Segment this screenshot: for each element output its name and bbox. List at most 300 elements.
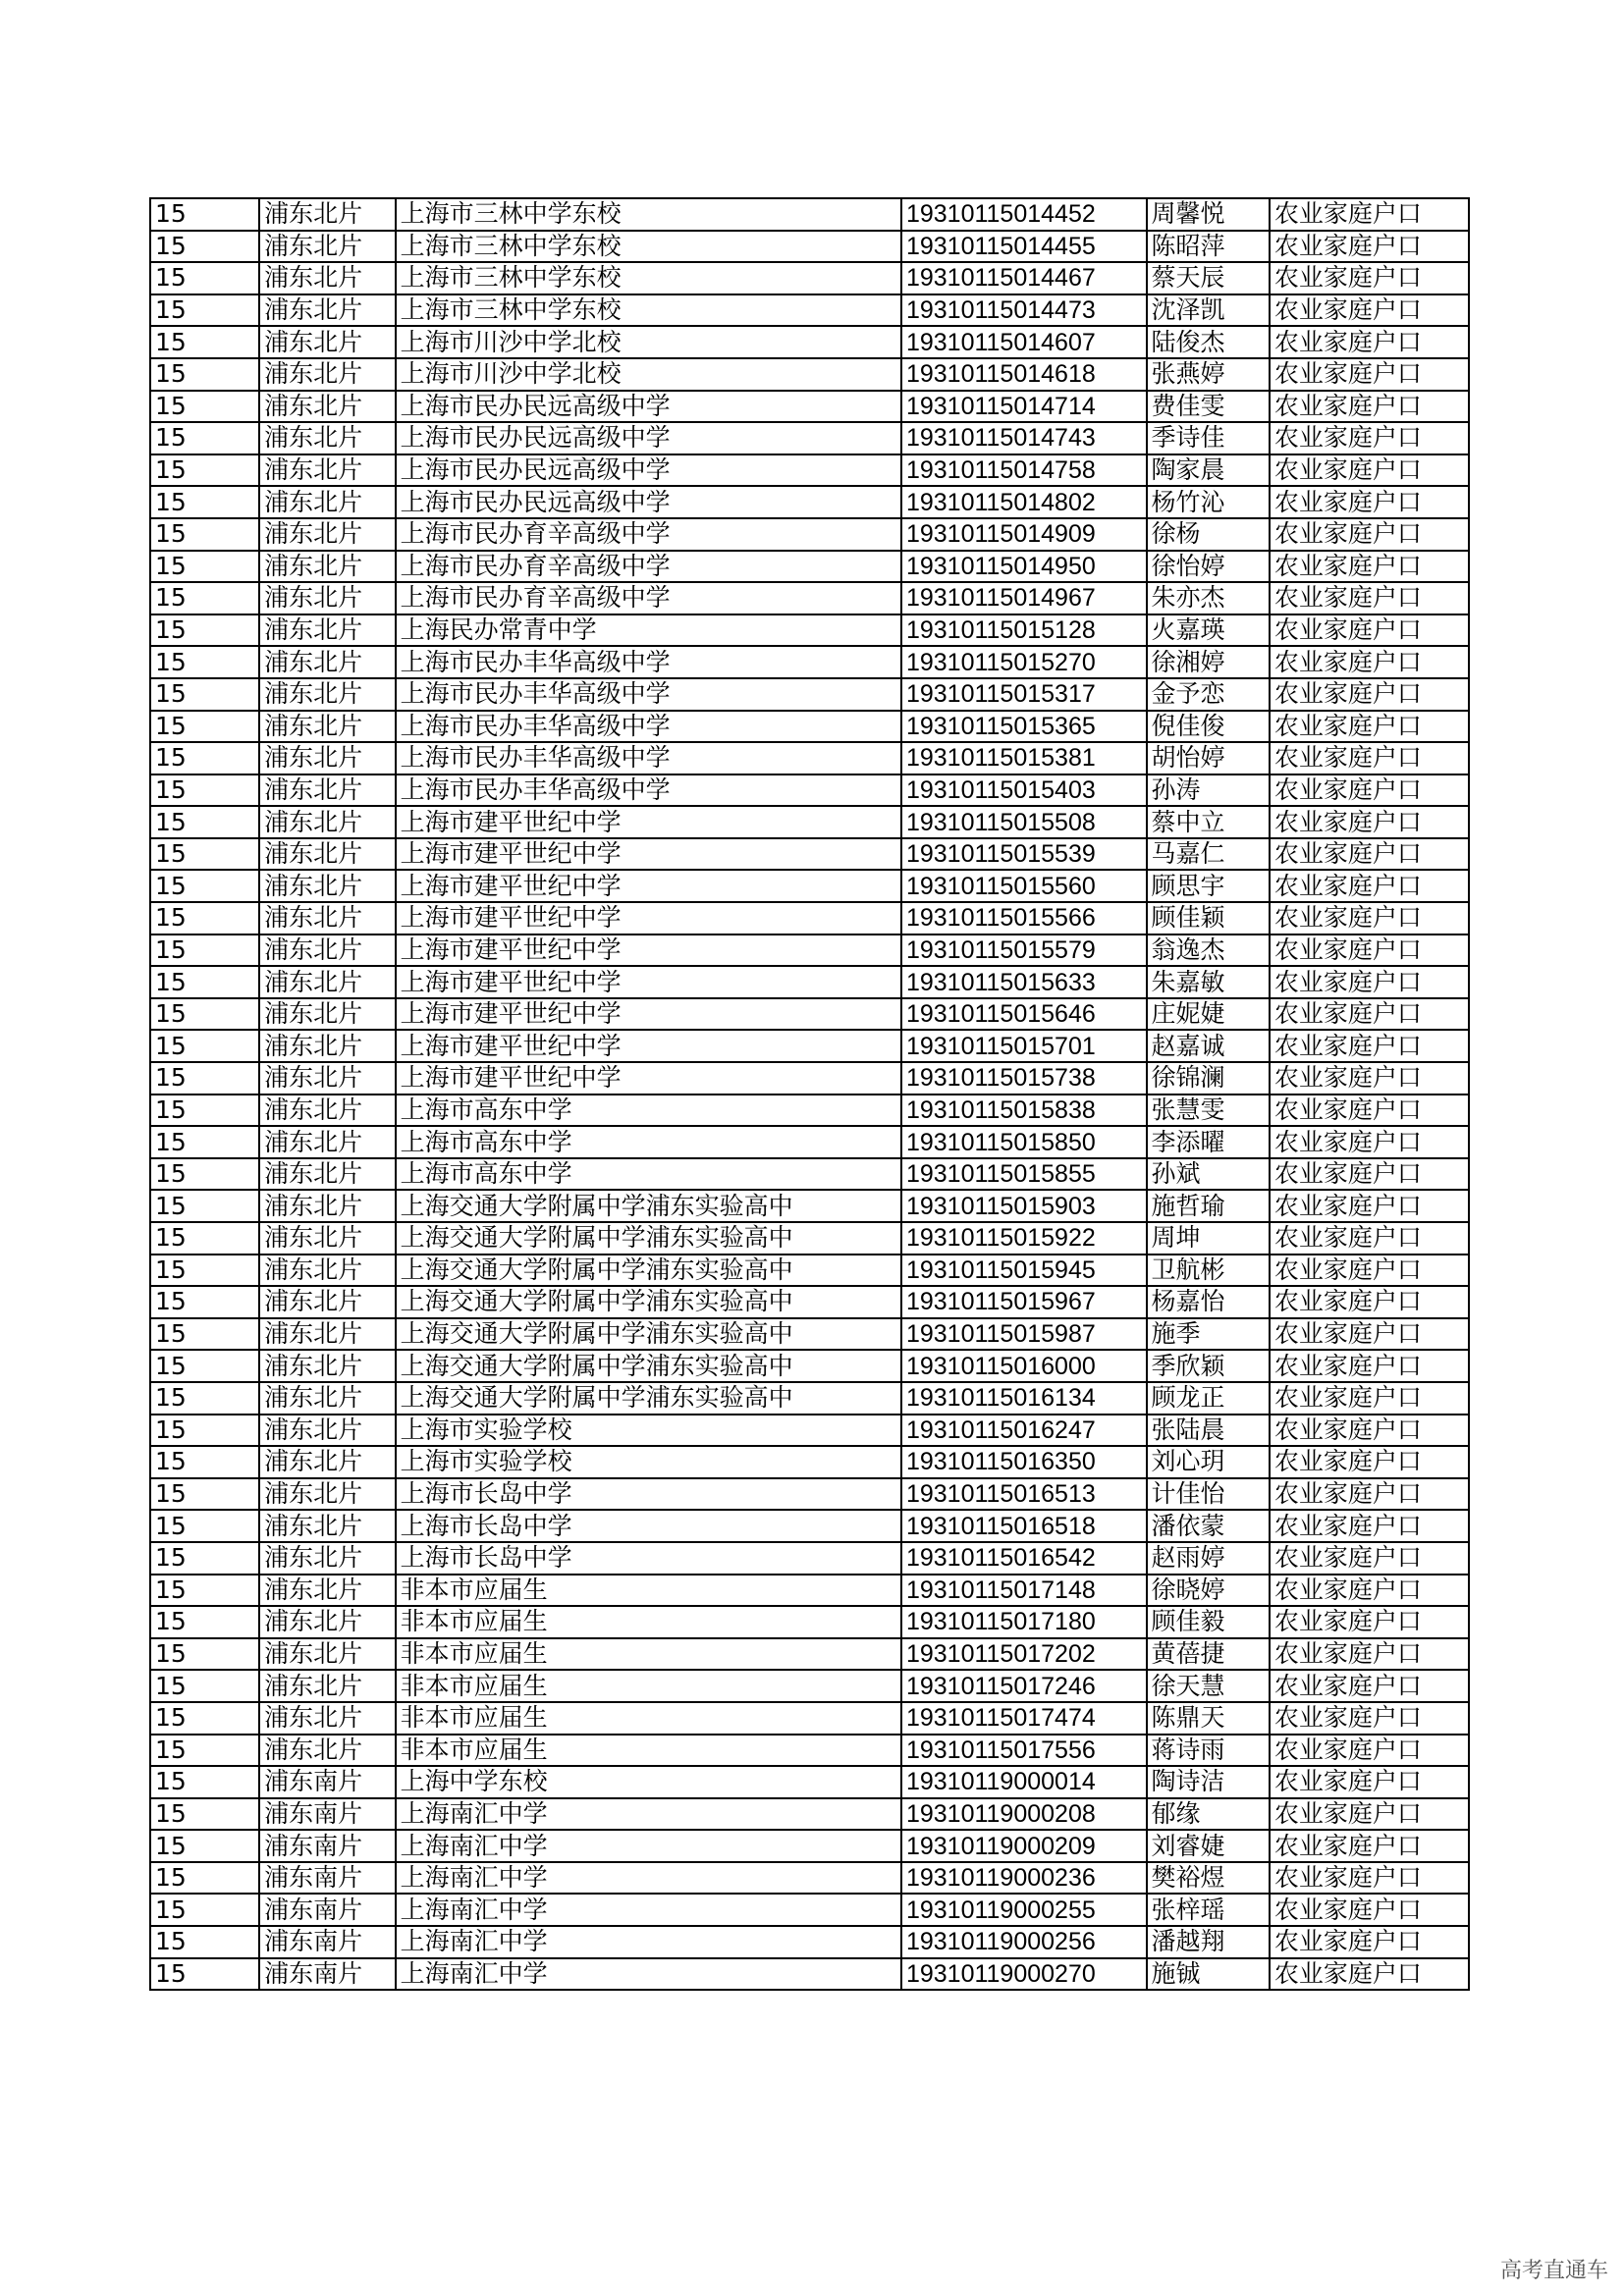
school-cell: 上海市高东中学 — [396, 1095, 901, 1127]
batch-cell: 15 — [150, 582, 259, 614]
exam-id-cell: 19310119000256 — [901, 1926, 1147, 1958]
school-cell: 非本市应届生 — [396, 1735, 901, 1767]
school-cell: 上海南汇中学 — [396, 1958, 901, 1991]
area-cell: 浦东北片 — [259, 742, 395, 774]
exam-id-cell: 19310115015855 — [901, 1158, 1147, 1191]
batch-cell: 15 — [150, 198, 259, 231]
student-name-cell: 陈昭萍 — [1147, 231, 1270, 263]
student-name-cell: 徐湘婷 — [1147, 646, 1270, 678]
area-cell: 浦东北片 — [259, 1030, 395, 1062]
batch-cell: 15 — [150, 774, 259, 807]
household-type-cell: 农业家庭户口 — [1270, 774, 1469, 807]
table-row — [150, 1190, 1469, 1222]
student-name-cell: 胡怡婷 — [1147, 742, 1270, 774]
area-cell: 浦东北片 — [259, 1286, 395, 1318]
exam-id-cell: 19310115014758 — [901, 454, 1147, 487]
school-cell: 上海交通大学附属中学浦东实验高中 — [396, 1286, 901, 1318]
exam-id-cell: 19310115015633 — [901, 966, 1147, 998]
table-row — [150, 1798, 1469, 1831]
school-cell: 上海市民办丰华高级中学 — [396, 742, 901, 774]
batch-cell: 15 — [150, 294, 259, 327]
exam-id-cell: 19310115015922 — [901, 1222, 1147, 1255]
school-cell: 上海市实验学校 — [396, 1415, 901, 1447]
household-type-cell: 农业家庭户口 — [1270, 1190, 1469, 1222]
student-name-cell: 徐怡婷 — [1147, 551, 1270, 583]
table-row — [150, 551, 1469, 583]
household-type-cell: 农业家庭户口 — [1270, 678, 1469, 711]
household-type-cell: 农业家庭户口 — [1270, 1318, 1469, 1351]
table-row — [150, 582, 1469, 614]
area-cell: 浦东北片 — [259, 518, 395, 551]
exam-id-cell: 19310115014467 — [901, 262, 1147, 294]
household-type-cell: 农业家庭户口 — [1270, 1222, 1469, 1255]
table-row — [150, 1894, 1469, 1926]
batch-cell: 15 — [150, 870, 259, 902]
school-cell: 上海市建平世纪中学 — [396, 838, 901, 871]
batch-cell: 15 — [150, 1318, 259, 1351]
student-name-cell: 季欣颖 — [1147, 1350, 1270, 1382]
area-cell: 浦东北片 — [259, 1606, 395, 1638]
student-name-cell: 朱嘉敏 — [1147, 966, 1270, 998]
household-type-cell: 农业家庭户口 — [1270, 711, 1469, 743]
table-row — [150, 518, 1469, 551]
batch-cell: 15 — [150, 1446, 259, 1478]
area-cell: 浦东北片 — [259, 1126, 395, 1158]
batch-cell: 15 — [150, 1958, 259, 1991]
household-type-cell: 农业家庭户口 — [1270, 998, 1469, 1031]
area-cell: 浦东北片 — [259, 614, 395, 647]
batch-cell: 15 — [150, 518, 259, 551]
student-name-cell: 张燕婷 — [1147, 358, 1270, 391]
school-cell: 上海市三林中学东校 — [396, 231, 901, 263]
household-type-cell: 农业家庭户口 — [1270, 1735, 1469, 1767]
school-cell: 上海市建平世纪中学 — [396, 934, 901, 967]
area-cell: 浦东北片 — [259, 486, 395, 518]
student-name-cell: 翁逸杰 — [1147, 934, 1270, 967]
table-row — [150, 1510, 1469, 1542]
batch-cell: 15 — [150, 231, 259, 263]
household-type-cell: 农业家庭户口 — [1270, 1062, 1469, 1095]
area-cell: 浦东北片 — [259, 1575, 395, 1607]
student-name-cell: 陆俊杰 — [1147, 326, 1270, 358]
household-type-cell: 农业家庭户口 — [1270, 1446, 1469, 1478]
school-cell: 上海交通大学附属中学浦东实验高中 — [396, 1222, 901, 1255]
batch-cell: 15 — [150, 806, 259, 838]
household-type-cell: 农业家庭户口 — [1270, 1575, 1469, 1607]
table-row — [150, 1095, 1469, 1127]
school-cell: 上海市民办育辛高级中学 — [396, 551, 901, 583]
table-row — [150, 1030, 1469, 1062]
student-name-cell: 蔡天辰 — [1147, 262, 1270, 294]
household-type-cell: 农业家庭户口 — [1270, 646, 1469, 678]
student-name-cell: 潘越翔 — [1147, 1926, 1270, 1958]
area-cell: 浦东南片 — [259, 1894, 395, 1926]
household-type-cell: 农业家庭户口 — [1270, 1670, 1469, 1702]
household-type-cell: 农业家庭户口 — [1270, 486, 1469, 518]
table-row — [150, 870, 1469, 902]
area-cell: 浦东南片 — [259, 1798, 395, 1831]
batch-cell: 15 — [150, 1030, 259, 1062]
school-cell: 上海交通大学附属中学浦东实验高中 — [396, 1382, 901, 1415]
table-row — [150, 326, 1469, 358]
school-cell: 上海南汇中学 — [396, 1830, 901, 1862]
school-cell: 上海市民办民远高级中学 — [396, 422, 901, 454]
school-cell: 上海市实验学校 — [396, 1446, 901, 1478]
household-type-cell: 农业家庭户口 — [1270, 1606, 1469, 1638]
student-name-cell: 李添曜 — [1147, 1126, 1270, 1158]
exam-id-cell: 19310115014950 — [901, 551, 1147, 583]
exam-id-cell: 19310115014455 — [901, 231, 1147, 263]
school-cell: 非本市应届生 — [396, 1638, 901, 1671]
student-name-cell: 季诗佳 — [1147, 422, 1270, 454]
school-cell: 上海市高东中学 — [396, 1126, 901, 1158]
table-row — [150, 1062, 1469, 1095]
household-type-cell: 农业家庭户口 — [1270, 326, 1469, 358]
area-cell: 浦东北片 — [259, 1350, 395, 1382]
household-type-cell: 农业家庭户口 — [1270, 262, 1469, 294]
table-row — [150, 1350, 1469, 1382]
table-row — [150, 391, 1469, 423]
school-cell: 上海市民办丰华高级中学 — [396, 711, 901, 743]
school-cell: 非本市应届生 — [396, 1575, 901, 1607]
student-name-cell: 杨竹沁 — [1147, 486, 1270, 518]
batch-cell: 15 — [150, 1766, 259, 1798]
area-cell: 浦东北片 — [259, 231, 395, 263]
household-type-cell: 农业家庭户口 — [1270, 1030, 1469, 1062]
batch-cell: 15 — [150, 1798, 259, 1831]
area-cell: 浦东北片 — [259, 870, 395, 902]
school-cell: 上海市民办民远高级中学 — [396, 486, 901, 518]
table-row — [150, 1702, 1469, 1735]
area-cell: 浦东北片 — [259, 646, 395, 678]
exam-id-cell: 19310115017202 — [901, 1638, 1147, 1671]
household-type-cell: 农业家庭户口 — [1270, 1158, 1469, 1191]
table-row — [150, 774, 1469, 807]
exam-id-cell: 19310115016247 — [901, 1415, 1147, 1447]
household-type-cell: 农业家庭户口 — [1270, 934, 1469, 967]
student-name-cell: 徐杨 — [1147, 518, 1270, 551]
student-name-cell: 周坤 — [1147, 1222, 1270, 1255]
student-name-cell: 杨嘉怡 — [1147, 1286, 1270, 1318]
student-name-cell: 樊裕煜 — [1147, 1862, 1270, 1895]
household-type-cell: 农业家庭户口 — [1270, 1958, 1469, 1991]
exam-id-cell: 19310115016350 — [901, 1446, 1147, 1478]
batch-cell: 15 — [150, 902, 259, 934]
batch-cell: 15 — [150, 1670, 259, 1702]
batch-cell: 15 — [150, 998, 259, 1031]
table-row — [150, 422, 1469, 454]
exam-id-cell: 19310115014967 — [901, 582, 1147, 614]
batch-cell: 15 — [150, 1095, 259, 1127]
exam-id-cell: 19310115014452 — [901, 198, 1147, 231]
school-cell: 上海市三林中学东校 — [396, 262, 901, 294]
exam-id-cell: 19310115015738 — [901, 1062, 1147, 1095]
student-name-cell: 倪佳俊 — [1147, 711, 1270, 743]
student-name-cell: 黄蓓捷 — [1147, 1638, 1270, 1671]
exam-id-cell: 19310115017556 — [901, 1735, 1147, 1767]
student-name-cell: 徐晓婷 — [1147, 1575, 1270, 1607]
household-type-cell: 农业家庭户口 — [1270, 1798, 1469, 1831]
exam-id-cell: 19310115015317 — [901, 678, 1147, 711]
school-cell: 非本市应届生 — [396, 1702, 901, 1735]
batch-cell: 15 — [150, 1735, 259, 1767]
exam-id-cell: 19310115017474 — [901, 1702, 1147, 1735]
area-cell: 浦东北片 — [259, 1510, 395, 1542]
exam-id-cell: 19310115014607 — [901, 326, 1147, 358]
household-type-cell: 农业家庭户口 — [1270, 1126, 1469, 1158]
student-name-cell: 周馨悦 — [1147, 198, 1270, 231]
area-cell: 浦东北片 — [259, 391, 395, 423]
exam-id-cell: 19310115015838 — [901, 1095, 1147, 1127]
table-row — [150, 1255, 1469, 1287]
exam-id-cell: 19310119000270 — [901, 1958, 1147, 1991]
area-cell: 浦东北片 — [259, 1702, 395, 1735]
table-row — [150, 1415, 1469, 1447]
school-cell: 上海交通大学附属中学浦东实验高中 — [396, 1318, 901, 1351]
school-cell: 上海市建平世纪中学 — [396, 1062, 901, 1095]
table-row — [150, 1958, 1469, 1991]
exam-id-cell: 19310115016134 — [901, 1382, 1147, 1415]
exam-id-cell: 19310115015579 — [901, 934, 1147, 967]
batch-cell: 15 — [150, 1575, 259, 1607]
batch-cell: 15 — [150, 391, 259, 423]
student-name-cell: 庄妮婕 — [1147, 998, 1270, 1031]
area-cell: 浦东北片 — [259, 998, 395, 1031]
student-name-cell: 沈泽凯 — [1147, 294, 1270, 327]
table-row — [150, 838, 1469, 871]
batch-cell: 15 — [150, 326, 259, 358]
area-cell: 浦东北片 — [259, 551, 395, 583]
area-cell: 浦东北片 — [259, 1446, 395, 1478]
area-cell: 浦东北片 — [259, 1382, 395, 1415]
area-cell: 浦东北片 — [259, 678, 395, 711]
area-cell: 浦东北片 — [259, 1670, 395, 1702]
batch-cell: 15 — [150, 1510, 259, 1542]
student-name-cell: 施铖 — [1147, 1958, 1270, 1991]
household-type-cell: 农业家庭户口 — [1270, 198, 1469, 231]
exam-id-cell: 19310115015128 — [901, 614, 1147, 647]
batch-cell: 15 — [150, 1862, 259, 1895]
school-cell: 上海市民办民远高级中学 — [396, 391, 901, 423]
table-row — [150, 678, 1469, 711]
student-name-cell: 施哲瑜 — [1147, 1190, 1270, 1222]
school-cell: 上海市建平世纪中学 — [396, 902, 901, 934]
household-type-cell: 农业家庭户口 — [1270, 870, 1469, 902]
table-row — [150, 1638, 1469, 1671]
batch-cell: 15 — [150, 1830, 259, 1862]
table-body — [150, 198, 1469, 1990]
exam-id-cell: 19310115015539 — [901, 838, 1147, 871]
table-row — [150, 806, 1469, 838]
exam-id-cell: 19310115014909 — [901, 518, 1147, 551]
batch-cell: 15 — [150, 1126, 259, 1158]
area-cell: 浦东北片 — [259, 1735, 395, 1767]
table-row — [150, 934, 1469, 967]
exam-id-cell: 19310115016542 — [901, 1542, 1147, 1575]
household-type-cell: 农业家庭户口 — [1270, 742, 1469, 774]
table-row — [150, 1478, 1469, 1511]
exam-id-cell: 19310115014714 — [901, 391, 1147, 423]
student-name-cell: 朱亦杰 — [1147, 582, 1270, 614]
batch-cell: 15 — [150, 1286, 259, 1318]
batch-cell: 15 — [150, 711, 259, 743]
school-cell: 上海市长岛中学 — [396, 1510, 901, 1542]
area-cell: 浦东北片 — [259, 358, 395, 391]
student-name-cell: 陶诗洁 — [1147, 1766, 1270, 1798]
student-name-cell: 计佳怡 — [1147, 1478, 1270, 1511]
student-name-cell: 张梓瑶 — [1147, 1894, 1270, 1926]
student-name-cell: 顾龙正 — [1147, 1382, 1270, 1415]
batch-cell: 15 — [150, 1894, 259, 1926]
watermark-text: 高考直通车 — [1499, 2259, 1608, 2283]
household-type-cell: 农业家庭户口 — [1270, 294, 1469, 327]
exam-id-cell: 19310115014618 — [901, 358, 1147, 391]
student-name-cell: 卫航彬 — [1147, 1255, 1270, 1287]
exam-id-cell: 19310119000208 — [901, 1798, 1147, 1831]
table-row — [150, 262, 1469, 294]
table-row — [150, 358, 1469, 391]
table-row — [150, 1222, 1469, 1255]
area-cell: 浦东北片 — [259, 1318, 395, 1351]
student-name-cell: 马嘉仁 — [1147, 838, 1270, 871]
school-cell: 非本市应届生 — [396, 1670, 901, 1702]
school-cell: 上海交通大学附属中学浦东实验高中 — [396, 1350, 901, 1382]
table-row — [150, 646, 1469, 678]
household-type-cell: 农业家庭户口 — [1270, 614, 1469, 647]
school-cell: 上海市民办丰华高级中学 — [396, 646, 901, 678]
table-row — [150, 294, 1469, 327]
area-cell: 浦东北片 — [259, 454, 395, 487]
exam-id-cell: 19310115017246 — [901, 1670, 1147, 1702]
household-type-cell: 农业家庭户口 — [1270, 902, 1469, 934]
school-cell: 上海交通大学附属中学浦东实验高中 — [396, 1190, 901, 1222]
student-name-cell: 赵雨婷 — [1147, 1542, 1270, 1575]
school-cell: 上海南汇中学 — [396, 1894, 901, 1926]
area-cell: 浦东北片 — [259, 582, 395, 614]
area-cell: 浦东北片 — [259, 1062, 395, 1095]
area-cell: 浦东北片 — [259, 262, 395, 294]
exam-id-cell: 19310115016513 — [901, 1478, 1147, 1511]
household-type-cell: 农业家庭户口 — [1270, 1830, 1469, 1862]
area-cell: 浦东北片 — [259, 934, 395, 967]
student-name-cell: 施季 — [1147, 1318, 1270, 1351]
exam-id-cell: 19310115015508 — [901, 806, 1147, 838]
exam-id-cell: 19310115015945 — [901, 1255, 1147, 1287]
student-name-cell: 顾佳颖 — [1147, 902, 1270, 934]
school-cell: 上海市长岛中学 — [396, 1478, 901, 1511]
school-cell: 上海市川沙中学北校 — [396, 326, 901, 358]
table-row — [150, 711, 1469, 743]
batch-cell: 15 — [150, 1222, 259, 1255]
exam-id-cell: 19310115016000 — [901, 1350, 1147, 1382]
exam-id-cell: 19310115015701 — [901, 1030, 1147, 1062]
school-cell: 上海民办常青中学 — [396, 614, 901, 647]
household-type-cell: 农业家庭户口 — [1270, 1766, 1469, 1798]
exam-id-cell: 19310119000209 — [901, 1830, 1147, 1862]
school-cell: 上海市民办民远高级中学 — [396, 454, 901, 487]
student-name-cell: 赵嘉诚 — [1147, 1030, 1270, 1062]
household-type-cell: 农业家庭户口 — [1270, 1382, 1469, 1415]
table-row — [150, 902, 1469, 934]
batch-cell: 15 — [150, 1350, 259, 1382]
exam-id-cell: 19310115015270 — [901, 646, 1147, 678]
area-cell: 浦东北片 — [259, 902, 395, 934]
household-type-cell: 农业家庭户口 — [1270, 231, 1469, 263]
household-type-cell: 农业家庭户口 — [1270, 1894, 1469, 1926]
exam-id-cell: 19310115015566 — [901, 902, 1147, 934]
area-cell: 浦东北片 — [259, 326, 395, 358]
school-cell: 上海市建平世纪中学 — [396, 870, 901, 902]
school-cell: 非本市应届生 — [396, 1606, 901, 1638]
school-cell: 上海南汇中学 — [396, 1862, 901, 1895]
student-name-cell: 徐锦澜 — [1147, 1062, 1270, 1095]
school-cell: 上海市建平世纪中学 — [396, 1030, 901, 1062]
school-cell: 上海市民办丰华高级中学 — [396, 678, 901, 711]
table-row — [150, 998, 1469, 1031]
school-cell: 上海南汇中学 — [396, 1798, 901, 1831]
area-cell: 浦东北片 — [259, 294, 395, 327]
household-type-cell: 农业家庭户口 — [1270, 1286, 1469, 1318]
table-row — [150, 1735, 1469, 1767]
batch-cell: 15 — [150, 1702, 259, 1735]
batch-cell: 15 — [150, 454, 259, 487]
area-cell: 浦东北片 — [259, 774, 395, 807]
household-type-cell: 农业家庭户口 — [1270, 551, 1469, 583]
area-cell: 浦东北片 — [259, 838, 395, 871]
household-type-cell: 农业家庭户口 — [1270, 1926, 1469, 1958]
student-name-cell: 蒋诗雨 — [1147, 1735, 1270, 1767]
batch-cell: 15 — [150, 1062, 259, 1095]
table-row — [150, 1318, 1469, 1351]
table-row — [150, 454, 1469, 487]
batch-cell: 15 — [150, 838, 259, 871]
area-cell: 浦东北片 — [259, 1095, 395, 1127]
table-row — [150, 1575, 1469, 1607]
batch-cell: 15 — [150, 1638, 259, 1671]
school-cell: 上海南汇中学 — [396, 1926, 901, 1958]
exam-id-cell: 19310119000236 — [901, 1862, 1147, 1895]
area-cell: 浦东北片 — [259, 198, 395, 231]
school-cell: 上海市民办育辛高级中学 — [396, 518, 901, 551]
student-name-cell: 孙斌 — [1147, 1158, 1270, 1191]
area-cell: 浦东南片 — [259, 1830, 395, 1862]
table-row — [150, 1926, 1469, 1958]
student-name-cell: 刘心玥 — [1147, 1446, 1270, 1478]
household-type-cell: 农业家庭户口 — [1270, 966, 1469, 998]
exam-id-cell: 19310115015903 — [901, 1190, 1147, 1222]
student-name-cell: 蔡中立 — [1147, 806, 1270, 838]
student-name-cell: 金予恋 — [1147, 678, 1270, 711]
exam-id-cell: 19310115015850 — [901, 1126, 1147, 1158]
school-cell: 上海市建平世纪中学 — [396, 806, 901, 838]
batch-cell: 15 — [150, 934, 259, 967]
table-row — [150, 1862, 1469, 1895]
exam-id-cell: 19310115016518 — [901, 1510, 1147, 1542]
school-cell: 上海市民办育辛高级中学 — [396, 582, 901, 614]
school-cell: 上海交通大学附属中学浦东实验高中 — [396, 1255, 901, 1287]
table-row — [150, 966, 1469, 998]
exam-id-cell: 19310115014802 — [901, 486, 1147, 518]
student-name-cell: 顾思宇 — [1147, 870, 1270, 902]
household-type-cell: 农业家庭户口 — [1270, 806, 1469, 838]
area-cell: 浦东北片 — [259, 966, 395, 998]
exam-id-cell: 19310115015365 — [901, 711, 1147, 743]
household-type-cell: 农业家庭户口 — [1270, 1478, 1469, 1511]
household-type-cell: 农业家庭户口 — [1270, 1255, 1469, 1287]
household-type-cell: 农业家庭户口 — [1270, 1350, 1469, 1382]
exam-id-cell: 19310115015403 — [901, 774, 1147, 807]
table-row — [150, 1158, 1469, 1191]
